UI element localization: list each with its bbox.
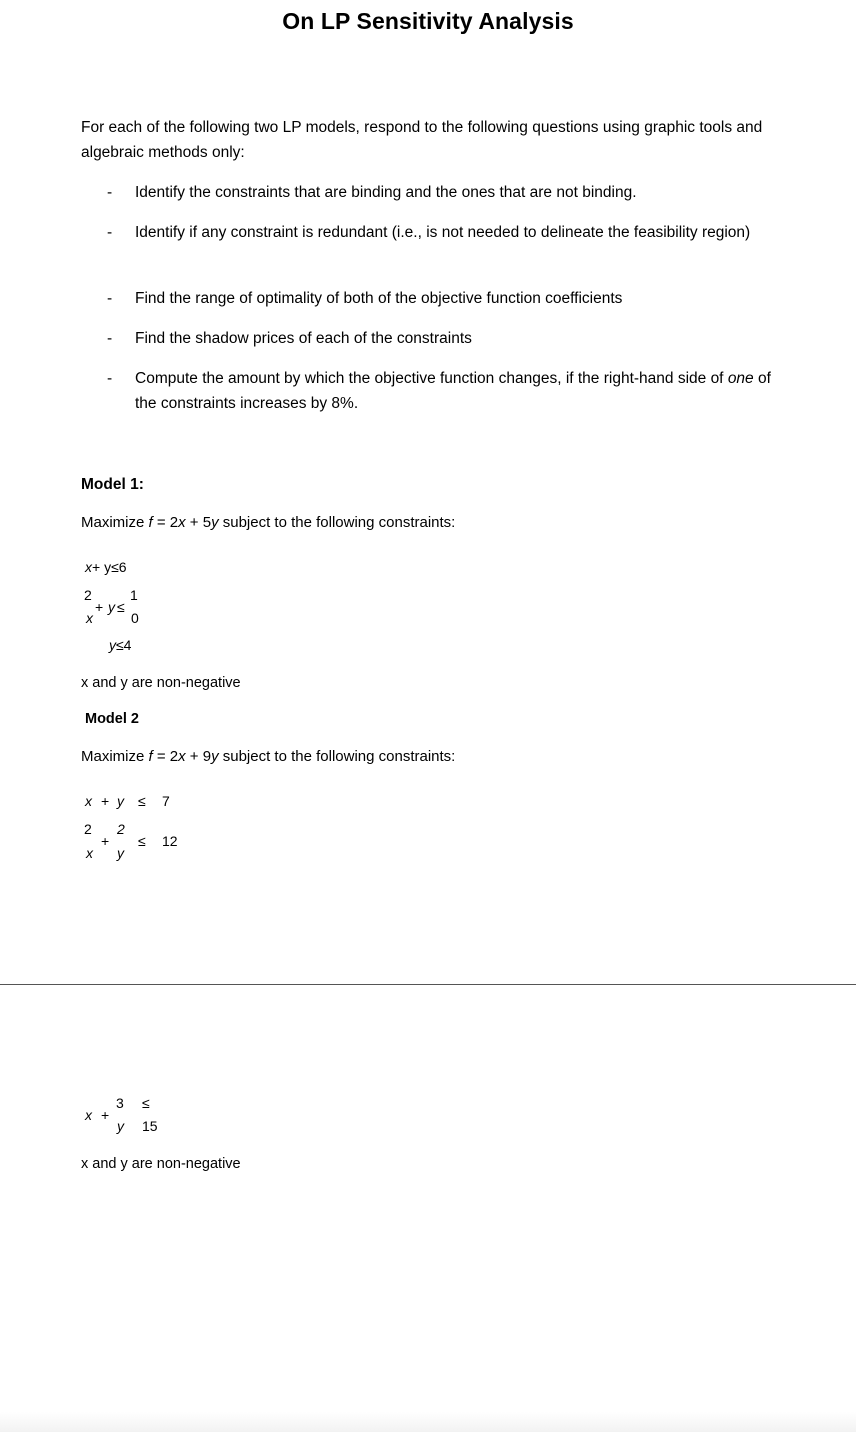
objective-text: subject to the following constraints: [218, 748, 456, 765]
objective-x: x [178, 748, 186, 765]
objective-text: + 5 [185, 514, 212, 531]
model1-objective [81, 514, 455, 531]
model2-c2-y: y [117, 845, 124, 861]
objective-text: Maximize [81, 514, 149, 531]
model2-nonneg: x and y are non-negative [81, 1156, 241, 1172]
page-bottom-shade [0, 1412, 856, 1432]
objective-text: = 2 [152, 514, 179, 531]
model2-c2-plus: + [101, 833, 110, 849]
model2-c1-x: x [85, 793, 92, 809]
model1-c2-plus: + [95, 599, 104, 615]
objective-text: Maximize [81, 748, 149, 765]
model1-heading: Model 1: [81, 476, 144, 493]
bullet-text: Find the range of optimality of both of the objective function coefficients [135, 290, 623, 307]
model2-c3-plus: + [101, 1107, 110, 1123]
bullet-dash: - [107, 370, 113, 387]
bullet-dash: - [107, 184, 113, 201]
model1-c2-y: y [108, 599, 115, 615]
intro-paragraph: For each of the following two LP models, respond to the following questions using graphic tools and algebraic methods only: [81, 119, 763, 161]
bullet-text-italic: one [727, 370, 754, 387]
model1-c2-rhs-bottom: 0 [131, 610, 139, 626]
model1-c2-rhs-top: 1 [130, 587, 138, 603]
bullet-dash: - [107, 290, 113, 307]
objective-f: f [148, 514, 153, 531]
model2-heading: Model 2 [85, 711, 139, 727]
model1-c2-le: ≤ [117, 599, 125, 615]
model2-c3-rhs: 15 [142, 1118, 158, 1134]
bullet-text: Identify the constraints that are binding and the ones that are not binding. [135, 184, 637, 201]
model1-c2-x: x [86, 610, 93, 626]
page-title: On LP Sensitivity Analysis [282, 8, 574, 34]
page-divider [0, 984, 856, 985]
objective-x: x [178, 514, 186, 531]
model2-c3-x: x [85, 1107, 92, 1123]
objective-y: y [211, 514, 219, 531]
bullet-text: Find the shadow prices of each of the constraints [135, 330, 472, 347]
var-x: x [85, 559, 92, 575]
var-y: y [109, 637, 116, 653]
model2-c1-rhs: 7 [162, 793, 170, 809]
constraint-text: + y≤6 [92, 559, 127, 575]
model2-c2-rhs: 12 [162, 833, 178, 849]
constraint-text: ≤4 [116, 637, 132, 653]
bullet-text-part: of the constraints increases by 8%. [135, 370, 771, 412]
bullet-dash: - [107, 330, 113, 347]
bullet-text [135, 366, 775, 416]
model2-c2-coef-x: 2 [84, 821, 92, 837]
model2-objective [81, 748, 455, 765]
model2-c3-le: ≤ [142, 1095, 150, 1111]
model2-c1-le: ≤ [138, 793, 146, 809]
bullet-text-part: Compute the amount by which the objective function changes, if the right-hand side of [135, 370, 728, 387]
objective-text: subject to the following constraints: [218, 514, 456, 531]
model2-c2-le: ≤ [138, 833, 146, 849]
bullet-text: Identify if any constraint is redundant (i.e., is not needed to delineate the feasibility region) [135, 224, 751, 241]
model2-c1-y: y [117, 793, 124, 809]
model1-nonneg: x and y are non-negative [81, 675, 241, 691]
objective-text: = 2 [152, 748, 179, 765]
objective-y: y [211, 748, 219, 765]
model2-c3-y: y [117, 1118, 124, 1134]
model2-c2-x: x [86, 845, 93, 861]
model2-c1-plus: + [101, 793, 110, 809]
model2-c3-coef: 3 [116, 1095, 124, 1111]
model1-constraint-3 [109, 637, 131, 653]
objective-text: + 9 [185, 748, 212, 765]
bullet-dash: - [107, 224, 113, 241]
model1-c2-coef: 2 [84, 587, 92, 603]
objective-f: f [148, 748, 153, 765]
model1-constraint-1 [85, 559, 127, 575]
model2-c2-coef-y: 2 [117, 821, 125, 837]
